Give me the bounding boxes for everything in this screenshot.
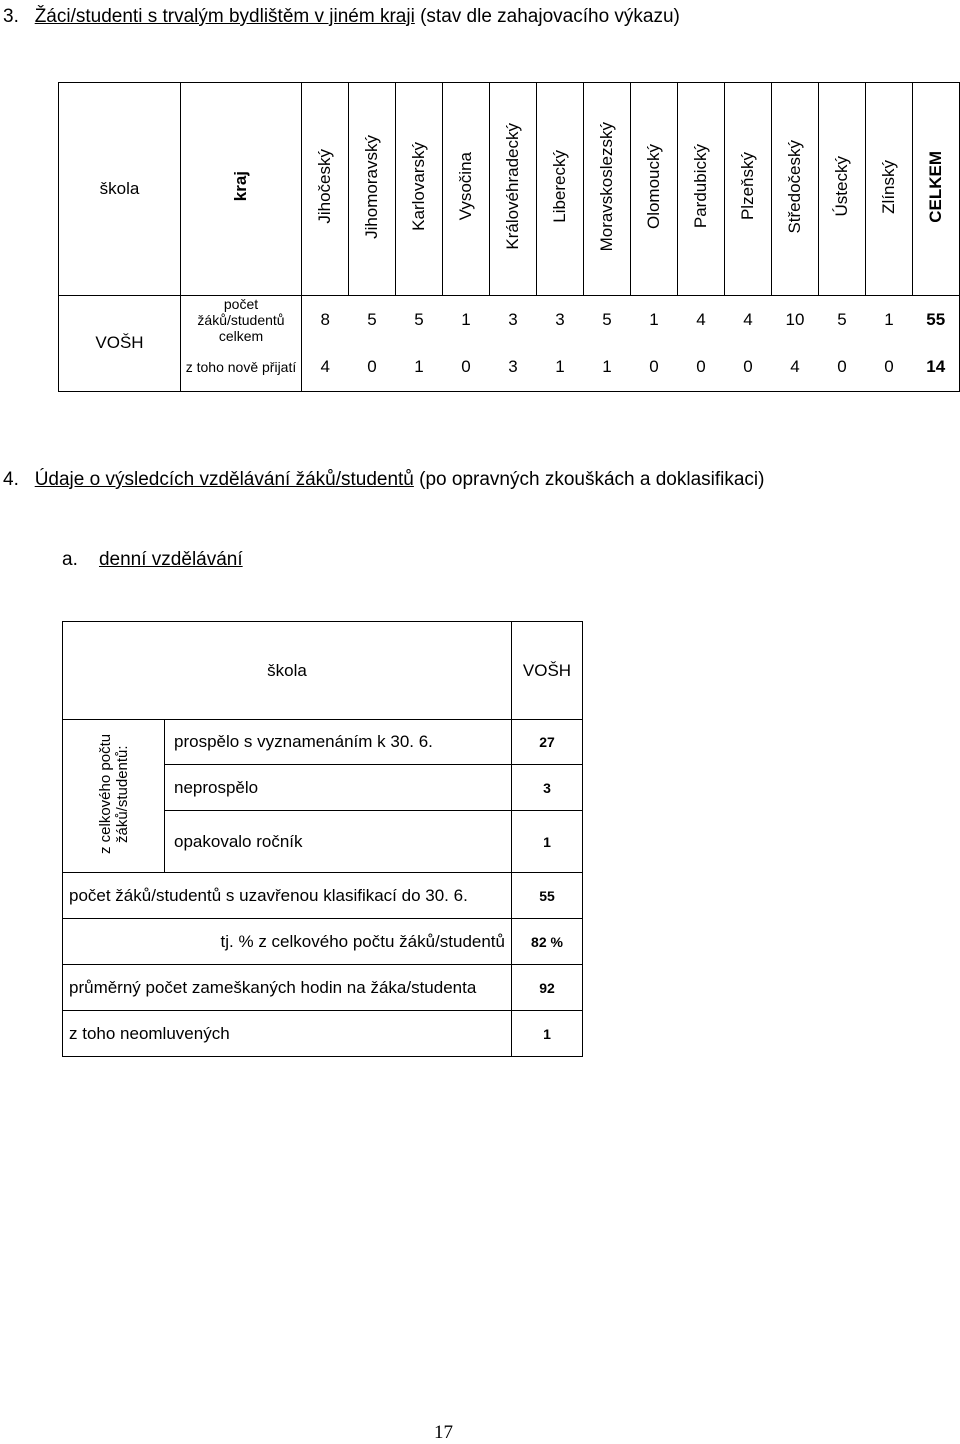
row1-value: 1: [884, 310, 894, 329]
region-header: Plzeňský: [725, 83, 772, 296]
subsection-letter: a.: [62, 549, 78, 570]
unexcused-value: 1: [512, 1011, 583, 1057]
region-header: Moravskoslezský: [584, 83, 631, 296]
row2-value: 0: [349, 344, 396, 391]
region-header: Karlovarský: [396, 83, 443, 296]
header-skola: škola: [63, 622, 512, 720]
row1-value: 1: [649, 310, 659, 329]
row2-label: z toho nově přijatí: [181, 344, 302, 391]
section-title: Údaje o výsledcích vzdělávání žáků/studentů: [34, 469, 414, 490]
row1-value: 4: [696, 310, 706, 329]
row1-value: 5: [367, 310, 377, 329]
row2-value: 4: [772, 344, 819, 391]
region-header: Pardubický: [678, 83, 725, 296]
header-school: VOŠH: [512, 622, 583, 720]
row2-value: 0: [631, 344, 678, 391]
percent-value: 82 %: [512, 919, 583, 965]
row2-total: 14: [913, 344, 960, 391]
row1-value: 5: [602, 310, 612, 329]
region-header: Ústecký: [819, 83, 866, 296]
row-value: 3: [512, 765, 583, 811]
row-label: opakovalo ročník: [165, 811, 512, 873]
region-header: Liberecký: [537, 83, 584, 296]
section-number: 4.: [3, 469, 19, 490]
students-by-region-table: [58, 82, 960, 392]
group-label-cell: [63, 720, 165, 873]
section-number: 3.: [3, 6, 19, 27]
group-label: z celkového počtu žáků/studentů:: [96, 733, 131, 854]
subsection-title: denní vzdělávání: [98, 549, 243, 570]
row1-value: 3: [508, 310, 518, 329]
row2-value: 0: [866, 344, 913, 391]
row-label: neprospělo: [165, 765, 512, 811]
section-3-heading: [3, 6, 680, 28]
header-kraj: kraj: [181, 83, 302, 296]
row1-value: 3: [555, 310, 565, 329]
region-header: Jihomoravský: [349, 83, 396, 296]
page-number: 17: [434, 1422, 453, 1443]
row2-value: 3: [490, 344, 537, 391]
row1-value: 8: [320, 310, 330, 329]
section-4-heading: [3, 469, 764, 491]
row1-value: 5: [837, 310, 847, 329]
section-suffix: (po opravných zkouškách a doklasifikaci): [413, 469, 765, 490]
region-header: Královéhradecký: [490, 83, 537, 296]
region-header: Zlínský: [866, 83, 913, 296]
row2-value: 1: [537, 344, 584, 391]
uzavrena-value: 55: [512, 873, 583, 919]
row2-value: 1: [584, 344, 631, 391]
region-header: Vysočina: [443, 83, 490, 296]
row-value: 1: [512, 811, 583, 873]
region-header: Středočeský: [772, 83, 819, 296]
row-value: 27: [512, 720, 583, 765]
region-header: Olomoucký: [631, 83, 678, 296]
avg-absence-label: průměrný počet zameškaných hodin na žáka/studenta: [63, 965, 512, 1011]
region-header-total: CELKEM: [913, 83, 960, 296]
header-skola: škola: [59, 83, 181, 296]
section-title: Žáci/studenti s trvalým bydlištěm v jiném kraji: [34, 6, 415, 27]
row-label: prospělo s vyznamenáním k 30. 6.: [165, 720, 512, 765]
percent-label: tj. % z celkového počtu žáků/studentů: [63, 919, 512, 965]
row1-label: počet žáků/studentů celkem: [181, 296, 302, 345]
uzavrena-label: počet žáků/studentů s uzavřenou klasifikací do 30. 6.: [63, 873, 512, 919]
row1-total: 55: [913, 296, 960, 345]
row2-value: 1: [396, 344, 443, 391]
section-suffix: (stav dle zahajovacího výkazu): [414, 6, 680, 27]
row1-value: 4: [743, 310, 753, 329]
row1-value: 1: [461, 310, 471, 329]
subsection-a-heading: [62, 549, 243, 571]
row2-value: 0: [443, 344, 490, 391]
unexcused-label: z toho neomluvených: [63, 1011, 512, 1057]
row2-value: 4: [302, 344, 349, 391]
row2-value: 0: [725, 344, 772, 391]
row1-value: 10: [785, 310, 805, 329]
school-cell: VOŠH: [59, 296, 181, 392]
row2-value: 0: [819, 344, 866, 391]
row1-value: 5: [414, 310, 424, 329]
results-table: [62, 621, 583, 1057]
region-header: Jihočeský: [302, 83, 349, 296]
row2-value: 0: [678, 344, 725, 391]
avg-absence-value: 92: [512, 965, 583, 1011]
